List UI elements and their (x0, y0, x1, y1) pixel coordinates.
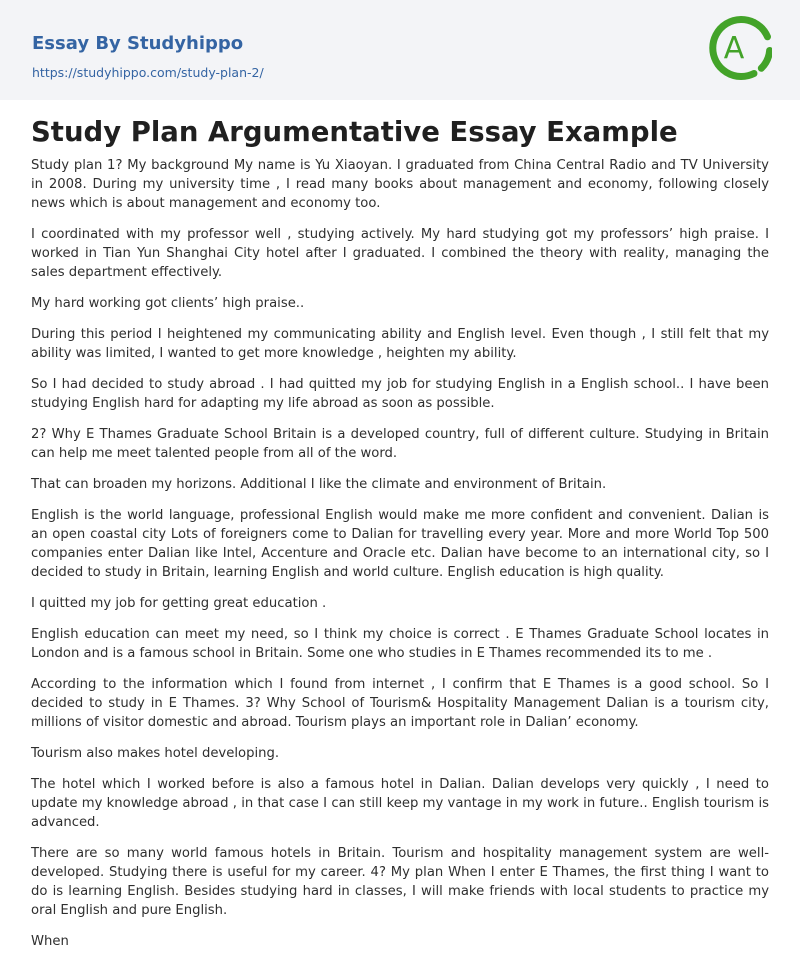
site-header (0, 0, 800, 100)
studyhippo-logo-icon[interactable] (708, 14, 772, 82)
essay-paragraph: I quitted my job for getting great education . (31, 596, 327, 611)
essay-paragraph: 2? Why E Thames Graduate School Britain is a developed country, full of different culture. Studying in Britain can help me meet talented people from all of the word. (31, 427, 769, 461)
essay-paragraph: During this period I heightened my communicating ability and English level. Even though , I still felt that my ability was limited, I wanted to get more knowledge , heighten my ability. (31, 327, 769, 361)
essay-paragraph: English is the world language, professional English would make me more confident and convenient. Dalian is an open coastal city Lots of foreigners come to Dalian for travelling every year. More and more World Top 500 companies enter Dalian like Intel, Accenture and Oracle etc. Dalian have become to an international city, so I decided to study in Britain, learning English and world culture. English education is high quality. (31, 508, 769, 580)
essay-paragraph: The hotel which I worked before is also a famous hotel in Dalian. Dalian develops very quickly , I need to update my knowledge abroad , in that case I can still keep my vantage in my work in future.. English tourism is advanced. (31, 777, 769, 830)
essay-paragraph: When (31, 934, 69, 949)
essay-paragraph: English education can meet my need, so I think my choice is correct . E Thames Graduate School locates in London and is a famous school in Britain. Some one who studies in E Thames recommended its to me . (31, 627, 769, 661)
essay-paragraph: My hard working got clients’ high praise.. (31, 296, 305, 311)
essay-paragraph: I coordinated with my professor well , studying actively. My hard studying got my professors’ high praise. I worked in Tian Yun Shanghai City hotel after I graduated. I combined the theory with reality, managing the sales department effectively. (31, 227, 769, 280)
site-name[interactable]: Essay By Studyhippo (32, 33, 244, 54)
logo-letter: A (723, 31, 745, 66)
essay-paragraph: According to the information which I found from internet , I confirm that E Thames is a good school. So I decided to study in E Thames. 3? Why School of Tourism& Hospitality Management Dalian is a tourism city, millions of visitor domestic and abroad. Tourism plays an important role in Dalian’ economy. (31, 677, 769, 730)
essay-title: Study Plan Argumentative Essay Example (31, 116, 678, 148)
essay-paragraph: So I had decided to study abroad . I had quitted my job for studying English in a English school.. I have been studying English hard for adapting my life abroad as soon as possible. (31, 377, 769, 411)
essay-body (31, 156, 769, 951)
essay-content (0, 115, 800, 951)
essay-paragraph: Study plan 1? My background My name is Yu Xiaoyan. I graduated from China Central Radio and TV University in 2008. During my university time , I read many books about management and economy, following closely news which is about management and economy too. (31, 158, 769, 211)
site-url-link[interactable]: https://studyhippo.com/study-plan-2/ (32, 65, 264, 80)
essay-paragraph: There are so many world famous hotels in Britain. Tourism and hospitality management system are well-developed. Studying there is useful for my career. 4? My plan When I enter E Thames, the first thing I want to do is learning English. Besides studying hard in classes, I will make friends with local students to practice my oral English and pure English. (31, 846, 769, 918)
essay-paragraph: That can broaden my horizons. Additional I like the climate and environment of Britain. (31, 477, 607, 492)
essay-paragraph: Tourism also makes hotel developing. (31, 746, 280, 761)
